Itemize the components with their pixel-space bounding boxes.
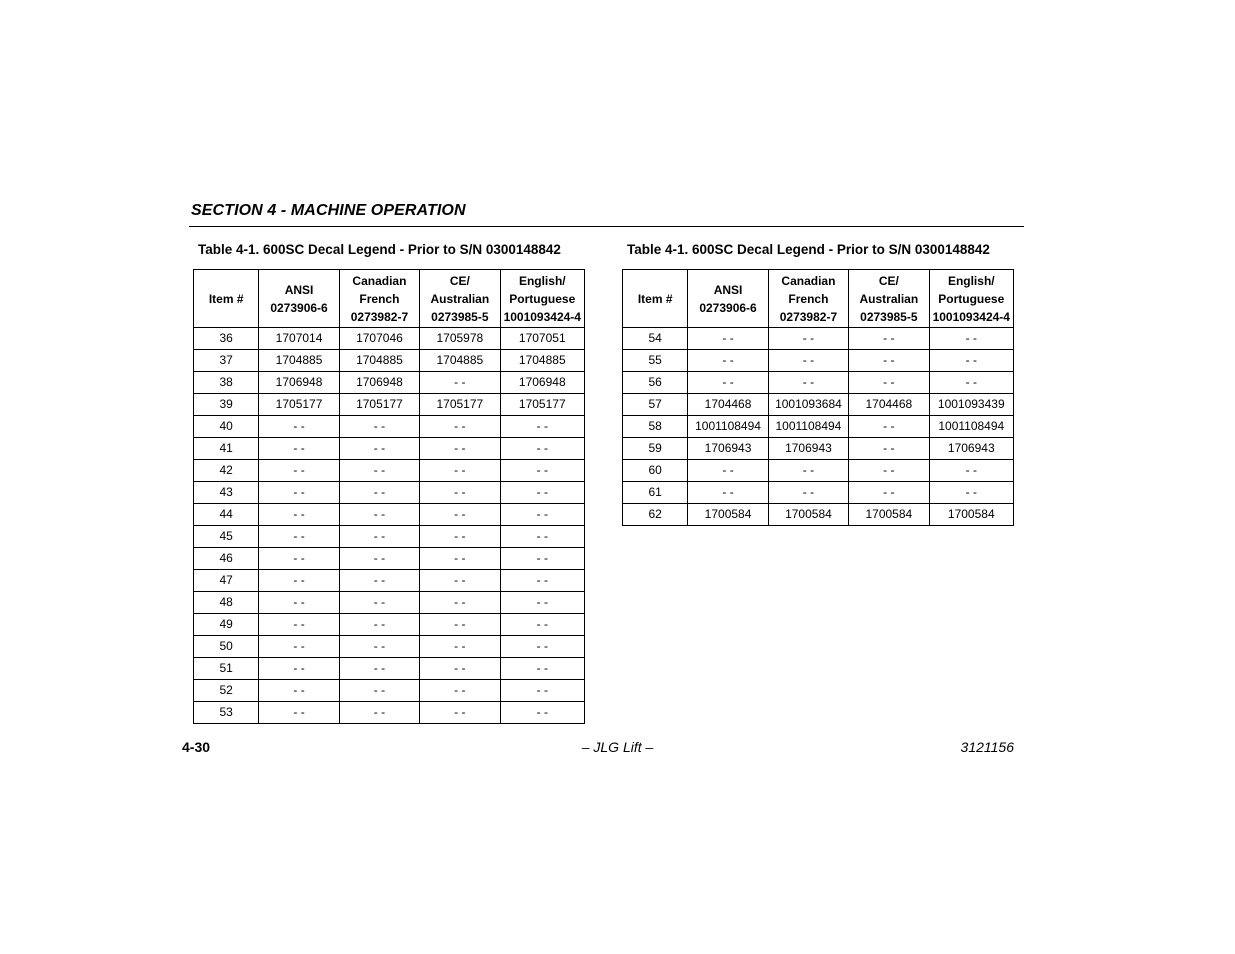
cell-ansi: - -	[688, 350, 768, 372]
cell-ansi: 1706943	[688, 438, 768, 460]
cell-english-portuguese: - -	[500, 482, 584, 504]
cell-canadian-french: - -	[339, 658, 419, 680]
table-row	[194, 482, 585, 504]
table-caption-left: Table 4-1. 600SC Decal Legend - Prior to S/N 0300148842	[198, 242, 561, 257]
cell-item: 58	[623, 416, 688, 438]
cell-ce-australian: - -	[420, 680, 500, 702]
cell-english-portuguese: 1706943	[929, 438, 1013, 460]
cell-english-portuguese: - -	[500, 504, 584, 526]
cell-item: 59	[623, 438, 688, 460]
table-row	[623, 504, 1014, 526]
cell-item: 45	[194, 526, 259, 548]
cell-canadian-french: - -	[339, 548, 419, 570]
column-header-line: Canadian	[352, 273, 407, 288]
cell-ansi: - -	[259, 614, 339, 636]
cell-english-portuguese: - -	[929, 372, 1013, 394]
column-header-line: Australian	[430, 291, 490, 306]
footer-title: – JLG Lift –	[581, 739, 654, 755]
cell-english-portuguese: - -	[500, 680, 584, 702]
cell-canadian-french: - -	[339, 438, 419, 460]
cell-canadian-french: 1001093684	[768, 394, 848, 416]
table-row	[194, 328, 585, 350]
cell-ce-australian: - -	[849, 460, 929, 482]
cell-canadian-french: - -	[339, 680, 419, 702]
column-header-item	[623, 270, 688, 328]
column-header-line: 0273906-6	[699, 300, 757, 315]
cell-ce-australian: 1704468	[849, 394, 929, 416]
table-row	[623, 394, 1014, 416]
cell-ce-australian: - -	[420, 460, 500, 482]
cell-ansi: 1704885	[259, 350, 339, 372]
cell-english-portuguese: 1700584	[929, 504, 1013, 526]
cell-item: 41	[194, 438, 259, 460]
table-row	[194, 548, 585, 570]
cell-ce-australian: - -	[420, 504, 500, 526]
column-header-item	[194, 270, 259, 328]
column-header-line: Portuguese	[509, 291, 576, 306]
cell-canadian-french: - -	[339, 504, 419, 526]
cell-english-portuguese: - -	[500, 592, 584, 614]
cell-canadian-french: 1700584	[768, 504, 848, 526]
cell-ce-australian: 1705177	[420, 394, 500, 416]
cell-canadian-french: - -	[768, 460, 848, 482]
column-header-canadian-french	[768, 270, 848, 328]
table-row	[623, 372, 1014, 394]
table-header-row	[194, 270, 585, 328]
cell-canadian-french: 1705177	[339, 394, 419, 416]
cell-ansi: - -	[688, 328, 768, 350]
cell-canadian-french: - -	[339, 702, 419, 724]
cell-canadian-french: 1707046	[339, 328, 419, 350]
table-row	[623, 438, 1014, 460]
cell-english-portuguese: - -	[500, 460, 584, 482]
cell-item: 39	[194, 394, 259, 416]
cell-canadian-french: 1001108494	[768, 416, 848, 438]
cell-ansi: 1707014	[259, 328, 339, 350]
column-header-ansi	[688, 270, 768, 328]
column-header-line: 0273906-6	[270, 300, 328, 315]
cell-ansi: - -	[259, 482, 339, 504]
cell-item: 38	[194, 372, 259, 394]
cell-item: 37	[194, 350, 259, 372]
cell-ce-australian: 1704885	[420, 350, 500, 372]
cell-english-portuguese: - -	[500, 548, 584, 570]
column-header-line: CE/	[878, 273, 899, 288]
cell-ce-australian: - -	[849, 482, 929, 504]
cell-ce-australian: - -	[420, 438, 500, 460]
cell-english-portuguese: - -	[929, 482, 1013, 504]
cell-ce-australian: - -	[849, 416, 929, 438]
cell-ansi: - -	[259, 438, 339, 460]
cell-canadian-french: - -	[339, 592, 419, 614]
cell-english-portuguese: - -	[500, 438, 584, 460]
cell-item: 36	[194, 328, 259, 350]
table-row	[194, 394, 585, 416]
column-header-line: ANSI	[284, 282, 314, 297]
cell-ansi: 1706948	[259, 372, 339, 394]
cell-item: 44	[194, 504, 259, 526]
table-row	[194, 372, 585, 394]
cell-canadian-french: - -	[768, 482, 848, 504]
cell-item: 40	[194, 416, 259, 438]
column-header-ce-australian	[420, 270, 500, 328]
page-number: 4-30	[182, 739, 211, 755]
cell-english-portuguese: - -	[500, 614, 584, 636]
cell-ce-australian: - -	[420, 548, 500, 570]
cell-item: 56	[623, 372, 688, 394]
table-row	[623, 328, 1014, 350]
column-header-line: French	[788, 291, 829, 306]
cell-canadian-french: - -	[339, 614, 419, 636]
table-caption-right: Table 4-1. 600SC Decal Legend - Prior to S/N 0300148842	[627, 242, 990, 257]
cell-ce-australian: - -	[420, 636, 500, 658]
decal-legend-table-right	[622, 269, 1014, 526]
cell-item: 52	[194, 680, 259, 702]
cell-ansi: - -	[259, 416, 339, 438]
column-header-line: 0273982-7	[779, 309, 838, 324]
column-header-line: English/	[518, 273, 566, 288]
cell-item: 60	[623, 460, 688, 482]
cell-item: 42	[194, 460, 259, 482]
cell-english-portuguese: - -	[500, 416, 584, 438]
cell-ce-australian: - -	[420, 658, 500, 680]
cell-item: 51	[194, 658, 259, 680]
column-header-line: Item #	[637, 291, 673, 306]
cell-english-portuguese: - -	[500, 658, 584, 680]
table-row	[623, 416, 1014, 438]
column-header-line: Portuguese	[938, 291, 1005, 306]
cell-english-portuguese: 1001108494	[929, 416, 1013, 438]
cell-ansi: 1704468	[688, 394, 768, 416]
cell-item: 48	[194, 592, 259, 614]
cell-canadian-french: - -	[339, 636, 419, 658]
cell-ce-australian: - -	[420, 570, 500, 592]
table-row	[194, 438, 585, 460]
cell-english-portuguese: 1705177	[500, 394, 584, 416]
column-header-line: Item #	[208, 291, 244, 306]
column-header-line: English/	[947, 273, 995, 288]
table-row	[194, 504, 585, 526]
table-header-row	[623, 270, 1014, 328]
cell-item: 54	[623, 328, 688, 350]
cell-ansi: 1705177	[259, 394, 339, 416]
header-rule	[189, 226, 1024, 227]
cell-ce-australian: 1700584	[849, 504, 929, 526]
cell-english-portuguese: - -	[500, 702, 584, 724]
cell-ansi: - -	[259, 548, 339, 570]
column-header-ansi	[259, 270, 339, 328]
column-header-line: 0273985-5	[860, 309, 918, 324]
cell-canadian-french: - -	[339, 570, 419, 592]
document-number: 3121156	[960, 739, 1014, 755]
table-row	[194, 460, 585, 482]
cell-canadian-french: - -	[339, 460, 419, 482]
cell-item: 53	[194, 702, 259, 724]
column-header-canadian-french	[339, 270, 419, 328]
cell-canadian-french: 1706948	[339, 372, 419, 394]
cell-ce-australian: - -	[420, 372, 500, 394]
cell-canadian-french: - -	[339, 482, 419, 504]
cell-item: 57	[623, 394, 688, 416]
cell-ansi: 1001108494	[688, 416, 768, 438]
cell-item: 43	[194, 482, 259, 504]
table-row	[194, 570, 585, 592]
column-header-line: CE/	[449, 273, 470, 288]
cell-item: 62	[623, 504, 688, 526]
cell-ansi: - -	[688, 460, 768, 482]
cell-ansi: 1700584	[688, 504, 768, 526]
cell-ansi: - -	[259, 460, 339, 482]
cell-ansi: - -	[259, 570, 339, 592]
cell-english-portuguese: 1001093439	[929, 394, 1013, 416]
column-header-line: Australian	[859, 291, 919, 306]
cell-item: 47	[194, 570, 259, 592]
cell-ansi: - -	[259, 526, 339, 548]
cell-ansi: - -	[259, 504, 339, 526]
cell-ansi: - -	[259, 658, 339, 680]
cell-canadian-french: - -	[768, 328, 848, 350]
cell-english-portuguese: - -	[929, 350, 1013, 372]
decal-legend-table-left	[193, 269, 585, 724]
table-row	[194, 680, 585, 702]
cell-english-portuguese: 1707051	[500, 328, 584, 350]
table-row	[194, 658, 585, 680]
table-row	[623, 482, 1014, 504]
cell-canadian-french: 1706943	[768, 438, 848, 460]
column-header-line: French	[359, 291, 400, 306]
cell-english-portuguese: 1706948	[500, 372, 584, 394]
cell-ce-australian: - -	[420, 416, 500, 438]
column-header-line: 1001093424-4	[503, 309, 581, 324]
cell-ce-australian: - -	[849, 350, 929, 372]
column-header-ce-australian	[849, 270, 929, 328]
column-header-line: ANSI	[713, 282, 743, 297]
cell-ansi: - -	[688, 372, 768, 394]
cell-ansi: - -	[259, 680, 339, 702]
column-header-line: 0273985-5	[431, 309, 489, 324]
cell-ce-australian: - -	[420, 482, 500, 504]
cell-item: 55	[623, 350, 688, 372]
table-row	[194, 636, 585, 658]
cell-canadian-french: - -	[339, 416, 419, 438]
cell-canadian-french: 1704885	[339, 350, 419, 372]
table-row	[623, 350, 1014, 372]
cell-item: 61	[623, 482, 688, 504]
cell-item: 50	[194, 636, 259, 658]
column-header-line: Canadian	[781, 273, 836, 288]
table-row	[194, 416, 585, 438]
cell-ce-australian: - -	[849, 328, 929, 350]
cell-canadian-french: - -	[768, 372, 848, 394]
cell-english-portuguese: - -	[929, 328, 1013, 350]
cell-ce-australian: - -	[849, 372, 929, 394]
cell-ansi: - -	[259, 592, 339, 614]
column-header-english-portuguese	[929, 270, 1013, 328]
cell-canadian-french: - -	[768, 350, 848, 372]
table-row	[623, 460, 1014, 482]
cell-ce-australian: 1705978	[420, 328, 500, 350]
table-row	[194, 702, 585, 724]
cell-ansi: - -	[688, 482, 768, 504]
cell-ce-australian: - -	[849, 438, 929, 460]
section-title: SECTION 4 - MACHINE OPERATION	[191, 202, 466, 219]
cell-item: 46	[194, 548, 259, 570]
table-row	[194, 526, 585, 548]
column-header-english-portuguese	[500, 270, 584, 328]
cell-canadian-french: - -	[339, 526, 419, 548]
cell-ce-australian: - -	[420, 702, 500, 724]
table-row	[194, 350, 585, 372]
column-header-line: 1001093424-4	[932, 309, 1010, 324]
cell-item: 49	[194, 614, 259, 636]
cell-ce-australian: - -	[420, 526, 500, 548]
cell-english-portuguese: - -	[500, 526, 584, 548]
cell-ansi: - -	[259, 636, 339, 658]
table-row	[194, 614, 585, 636]
cell-ce-australian: - -	[420, 614, 500, 636]
cell-english-portuguese: - -	[929, 460, 1013, 482]
cell-english-portuguese: 1704885	[500, 350, 584, 372]
table-row	[194, 592, 585, 614]
cell-english-portuguese: - -	[500, 570, 584, 592]
cell-ansi: - -	[259, 702, 339, 724]
column-header-line: 0273982-7	[350, 309, 409, 324]
cell-english-portuguese: - -	[500, 636, 584, 658]
cell-ce-australian: - -	[420, 592, 500, 614]
